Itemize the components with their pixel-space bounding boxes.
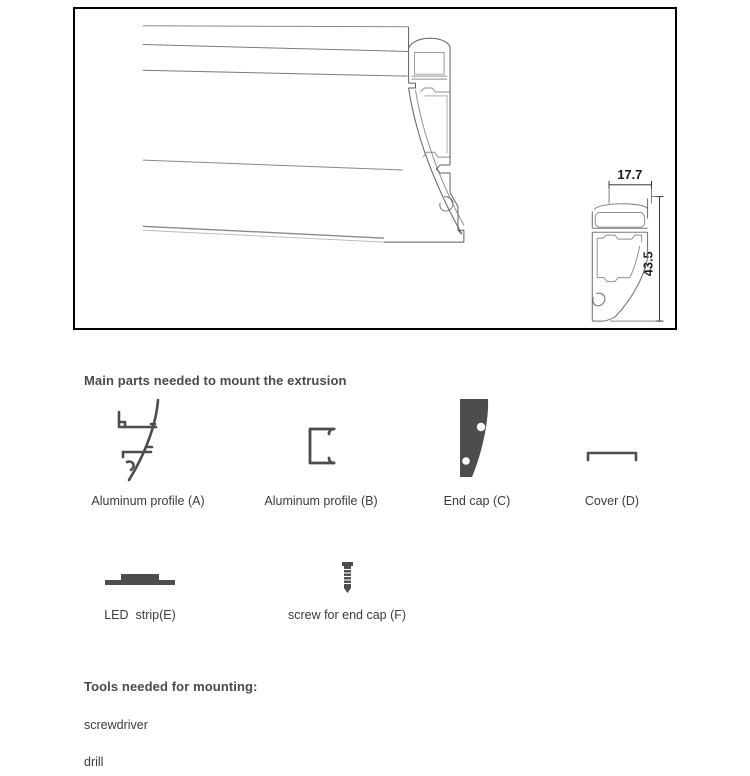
part-label: Aluminum profile (A) (91, 494, 205, 508)
aluminum-profile-b-icon (256, 398, 386, 486)
part-label: Cover (D) (584, 494, 640, 508)
part-item-cover-d (547, 398, 677, 508)
technical-drawing-frame (73, 7, 677, 330)
part-label: Aluminum profile (B) (264, 494, 378, 508)
perspective-extrusion-view (143, 26, 464, 242)
screw-f-icon (247, 560, 447, 600)
dimension-width (609, 181, 651, 204)
part-item-screw-f (247, 560, 447, 622)
aluminum-profile-a-icon (83, 398, 213, 486)
part-item-aluminum-profile-b (256, 398, 386, 508)
tool-list-item: drill (84, 755, 104, 769)
cover-d-icon (547, 398, 677, 486)
tools-heading: Tools needed for mounting: (84, 679, 258, 694)
part-item-led-strip-e (75, 560, 205, 622)
end-cap-screw-hole (477, 423, 485, 431)
part-item-end-cap-c (412, 398, 542, 508)
end-cap-c-icon (412, 398, 542, 486)
led-strip-e-icon (75, 560, 205, 600)
part-label: screw for end cap (F) (287, 608, 407, 622)
part-item-aluminum-profile-a (83, 398, 213, 508)
part-label: End cap (C) (443, 494, 511, 508)
dimension-width-value: 17.7 (617, 166, 643, 182)
tool-list-item: screwdriver (84, 718, 148, 732)
end-cap-screw-hole (462, 457, 470, 465)
cross-section-detail (592, 167, 663, 321)
part-label: LED strip(E) (104, 608, 176, 622)
main-parts-heading: Main parts needed to mount the extrusion (84, 373, 347, 388)
dimension-height-value: 43.5 (640, 251, 656, 277)
technical-drawing (75, 9, 675, 328)
